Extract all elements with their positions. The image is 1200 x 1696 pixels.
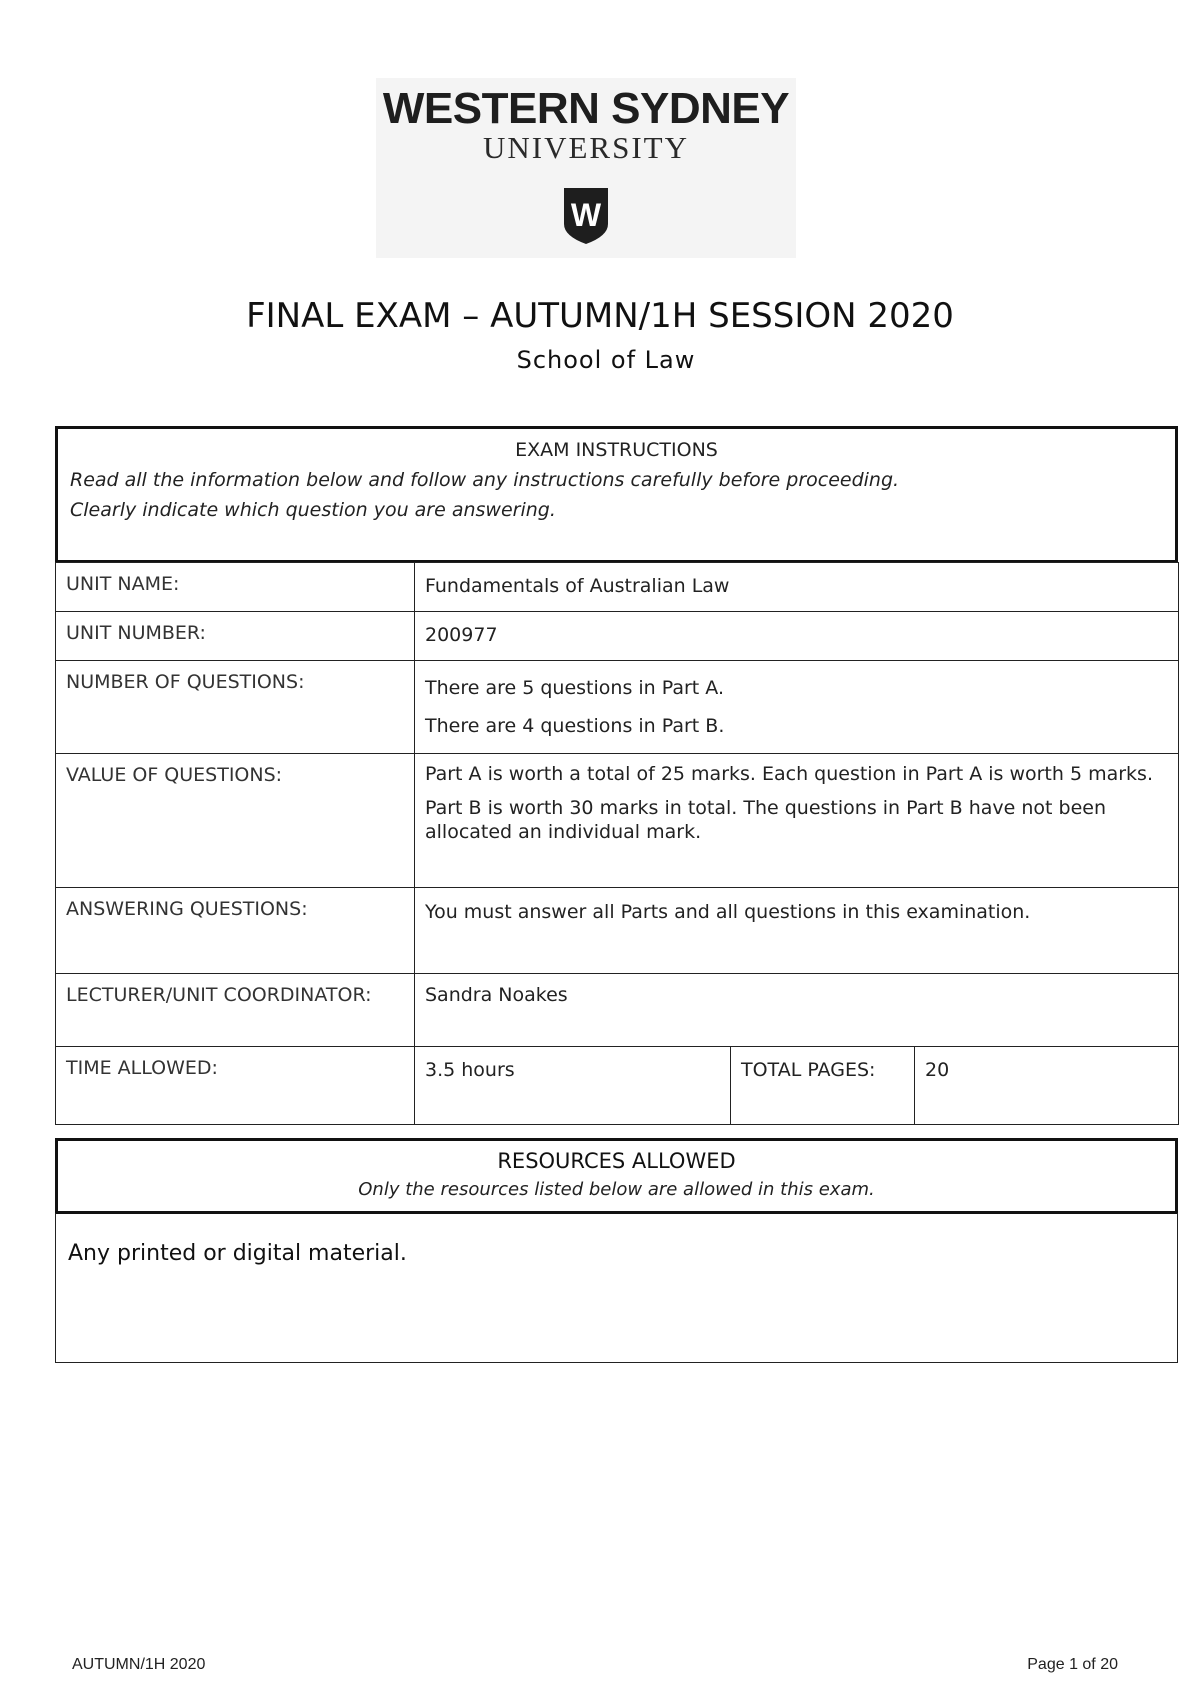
unit-number-value: 200977 bbox=[415, 612, 1179, 661]
answering-questions-value: You must answer all Parts and all questions in this examination. bbox=[415, 888, 1179, 974]
shield-icon bbox=[562, 186, 610, 246]
answering-questions-label: ANSWERING QUESTIONS: bbox=[56, 888, 415, 974]
table-row bbox=[56, 612, 1179, 661]
school-name: School of Law bbox=[516, 346, 696, 374]
value-part-b: Part B is worth 30 marks in total. The questions in Part B have not been allocated an individual mark. bbox=[425, 797, 1107, 843]
unit-name-label: UNIT NAME: bbox=[56, 563, 415, 612]
table-row bbox=[56, 563, 1179, 612]
logo-wordmark-line2: UNIVERSITY bbox=[483, 130, 689, 165]
questions-part-b: There are 4 questions in Part B. bbox=[425, 715, 725, 737]
lecturer-label: LECTURER/UNIT COORDINATOR: bbox=[56, 974, 415, 1047]
exam-title: FINAL EXAM – AUTUMN/1H SESSION 2020 bbox=[246, 296, 954, 336]
lecturer-value: Sandra Noakes bbox=[415, 974, 1179, 1047]
table-row bbox=[56, 1047, 1179, 1125]
logo-wordmark-line1: WESTERN SYDNEY bbox=[382, 84, 790, 133]
number-of-questions-value bbox=[415, 661, 1179, 754]
value-of-questions-label: VALUE OF QUESTIONS: bbox=[56, 754, 415, 888]
time-allowed-label: TIME ALLOWED: bbox=[56, 1047, 415, 1125]
resources-heading: RESOURCES ALLOWED bbox=[497, 1149, 736, 1173]
resources-allowed-body bbox=[55, 1213, 1178, 1363]
table-row bbox=[56, 661, 1179, 754]
total-pages-value: 20 bbox=[915, 1047, 1179, 1125]
number-of-questions-label: NUMBER OF QUESTIONS: bbox=[56, 661, 415, 754]
footer-page-number: Page 1 of 20 bbox=[1027, 1656, 1118, 1673]
questions-part-a: There are 5 questions in Part A. bbox=[425, 677, 724, 699]
resources-list: Any printed or digital material. bbox=[68, 1241, 407, 1266]
unit-name-value: Fundamentals of Australian Law bbox=[415, 563, 1179, 612]
instruction-line: Read all the information below and follow any instructions carefully before proceeding. bbox=[70, 469, 900, 491]
value-of-questions-value bbox=[415, 754, 1179, 888]
svg-text:W: W bbox=[570, 197, 602, 233]
total-pages-label: TOTAL PAGES: bbox=[731, 1047, 915, 1125]
instructions-heading: EXAM INSTRUCTIONS bbox=[515, 439, 718, 461]
time-allowed-value: 3.5 hours bbox=[415, 1047, 731, 1125]
exam-instructions-box bbox=[55, 426, 1178, 563]
resources-allowed-header bbox=[55, 1138, 1178, 1214]
value-part-a: Part A is worth a total of 25 marks. Each question in Part A is worth 5 marks. bbox=[425, 763, 1153, 785]
exam-details-table bbox=[55, 562, 1179, 1125]
university-logo bbox=[376, 78, 796, 258]
table-row bbox=[56, 888, 1179, 974]
unit-number-label: UNIT NUMBER: bbox=[56, 612, 415, 661]
footer-session: AUTUMN/1H 2020 bbox=[72, 1656, 206, 1673]
table-row bbox=[56, 754, 1179, 888]
table-row bbox=[56, 974, 1179, 1047]
instruction-line: Clearly indicate which question you are answering. bbox=[70, 499, 556, 521]
resources-subheading: Only the resources listed below are allowed in this exam. bbox=[358, 1179, 875, 1200]
